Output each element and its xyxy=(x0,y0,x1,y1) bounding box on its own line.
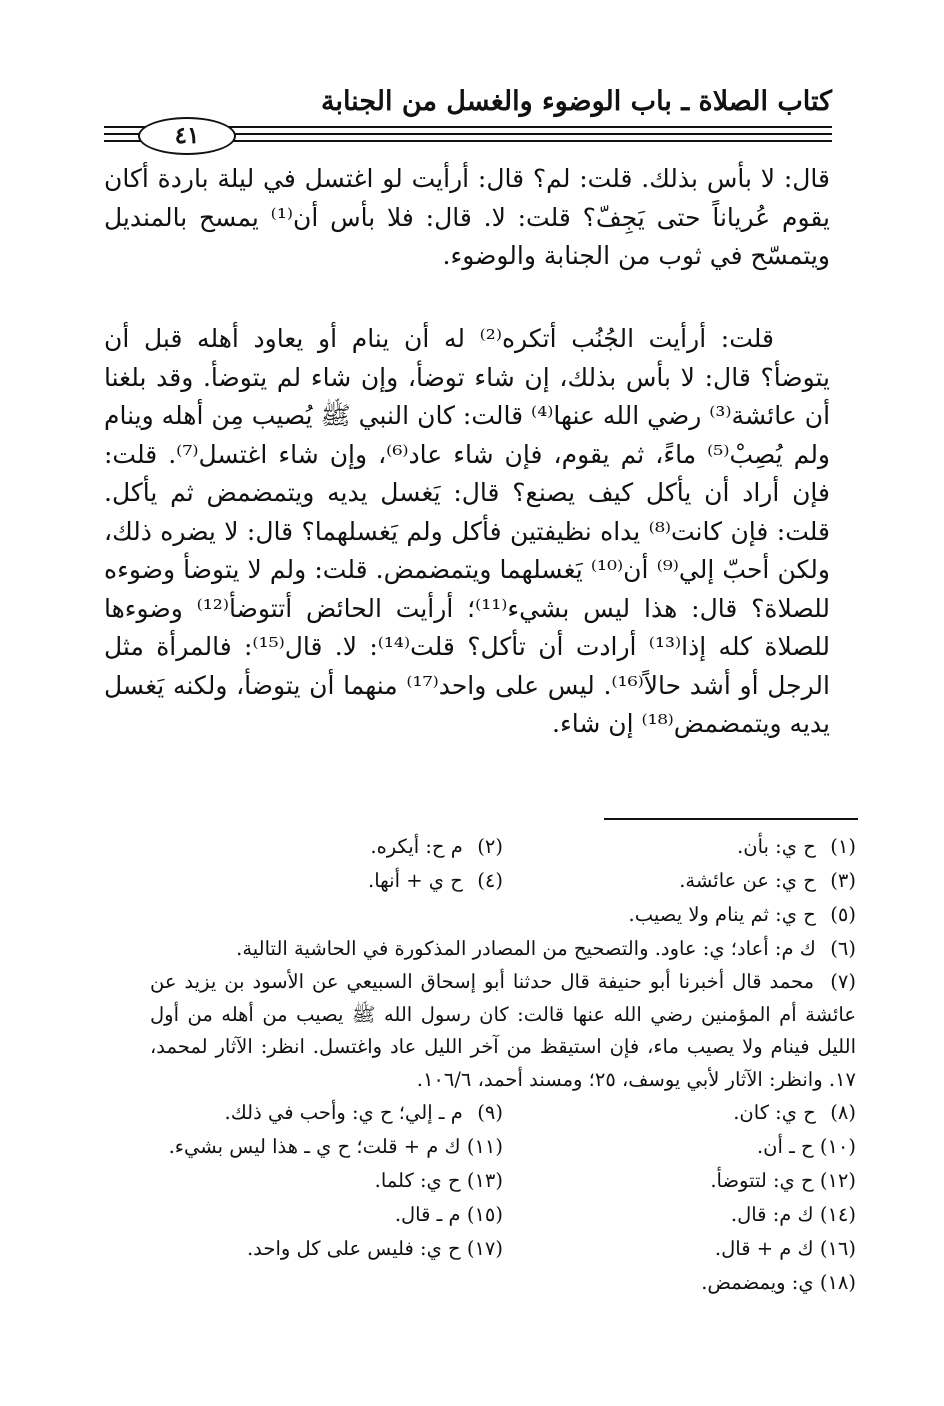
footnote-6: (٦) ك م: أعاد؛ ي: عاود. والتصحيح من المصادر المذكورة في الحاشية التالية. xyxy=(236,937,856,960)
footnote-row xyxy=(150,864,856,898)
main-text-2 xyxy=(104,320,830,744)
footnote-9: (٩) م ـ إلي؛ ح ي: وأحب في ذلك. xyxy=(224,1101,503,1124)
footnote-16: (١٦) ك م + قال. xyxy=(714,1237,856,1260)
footnote-11: (١١) ك م + قلت؛ ح ي ـ هذا ليس بشيء. xyxy=(168,1135,503,1158)
footnote-row xyxy=(150,1198,856,1232)
footnote-row xyxy=(150,932,856,966)
footnote-row xyxy=(150,966,856,1096)
footnote-separator xyxy=(604,818,858,820)
footnote-row xyxy=(150,1130,856,1164)
footnote-row xyxy=(150,1164,856,1198)
footnote-row xyxy=(150,830,856,864)
footnote-7: (٧) محمد قال أخبرنا أبو حنيفة قال حدثنا أبو إسحاق السبيعي عن الأسود بن يزيد عن عائشة أم المؤمنين رضي الله عنها قالت: كان رسول الله ﷺ يصيب من أهله من أول الليل فينام ولا يصيب ماء، فإن استيقظ من آخر الليل عاد واغتسل. انظر: الآثار لمحمد، ١٧. وانظر: الآثار لأبي يوسف، ٢٥؛ ومسند أحمد، ١٠٦/٦. xyxy=(150,970,856,1091)
footnote-row xyxy=(150,1266,856,1300)
footnote-8: (٨) ح ي: كان. xyxy=(733,1101,856,1124)
footnotes xyxy=(150,830,856,1300)
footnote-row xyxy=(150,898,856,932)
footnote-15: (١٥) م ـ قال. xyxy=(394,1203,503,1226)
footnote-5: (٥) ح ي: ثم ينام ولا يصيب. xyxy=(628,903,856,926)
page-number: ٤١ xyxy=(138,117,236,155)
footnote-row xyxy=(150,1096,856,1130)
footnote-17: (١٧) ح ي: فليس على كل واحد. xyxy=(246,1237,503,1260)
footnote-4: (٤) ح ي + أنها. xyxy=(368,869,503,892)
paragraph-2: قلت: أرأيت الجُنُب أتكره⁽²⁾ له أن ينام أو يعاود أهله قبل أن يتوضأ؟ قال: لا بأس بذلك، إن شاء توضأ، وإن شاء لم يتوضأ. وقد بلغنا أن عائشة⁽³⁾ رضي الله عنها⁽⁴⁾ قالت: كان النبي ﷺ يُصيب مِن أهله وينام ولم يُصِبْ⁽⁵⁾ ماءً، ثم يقوم، فإن شاء عاد⁽⁶⁾، وإن شاء اغتسل⁽⁷⁾. قلت: فإن أراد أن يأكل كيف يصنع؟ قال: يَغسل يديه ويتمضمض ثم يأكل. قلت: فإن كانت⁽⁸⁾ يداه نظيفتين فأكل ولم يَغسلهما؟ قال: لا يضره ذلك، ولكن أحبّ إلي⁽⁹⁾ أن⁽¹⁰⁾ يَغسلهما ويتمضمض. قلت: ولم لا يتوضأ وضوءه للصلاة؟ قال: هذا ليس بشيء⁽¹¹⁾؛ أرأيت الحائض أتتوضأ⁽¹²⁾ وضوءها للصلاة كله إذا⁽¹³⁾ أرادت أن تأكل؟ قلت⁽¹⁴⁾: لا. قال⁽¹⁵⁾: فالمرأة مثل الرجل أو أشد حالاً⁽¹⁶⁾. ليس على واحد⁽¹⁷⁾ منهما أن يتوضأ، ولكنه يَغسل يديه ويتمضمض⁽¹⁸⁾ إن شاء. xyxy=(104,324,831,738)
running-header: كتاب الصلاة ـ باب الوضوء والغسل من الجنابة xyxy=(320,86,832,117)
footnote-18: (١٨) ي: ويمضمض. xyxy=(701,1271,856,1294)
footnote-3: (٣) ح ي: عن عائشة. xyxy=(679,869,856,892)
footnote-14: (١٤) ك م: قال. xyxy=(730,1203,856,1226)
footnote-12: (١٢) ح ي: لتتوضأ. xyxy=(710,1169,856,1192)
footnote-10: (١٠) ح ـ أن. xyxy=(756,1135,856,1158)
main-text xyxy=(104,160,830,276)
footnote-row xyxy=(150,1232,856,1266)
footnote-1: (١) ح ي: بأن. xyxy=(737,835,856,858)
footnote-13: (١٣) ح ي: كلما. xyxy=(374,1169,503,1192)
footnote-2: (٢) م ح: أيكره. xyxy=(370,835,503,858)
paragraph-1: قال: لا بأس بذلك. قلت: لم؟ قال: أرأيت لو اغتسل في ليلة باردة أكان يقوم عُرياناً حتى يَجِفّ؟ قلت: لا. قال: فلا بأس أن⁽¹⁾ يمسح بالمنديل ويتمسّح في ثوب من الجنابة والوضوء. xyxy=(104,164,830,270)
